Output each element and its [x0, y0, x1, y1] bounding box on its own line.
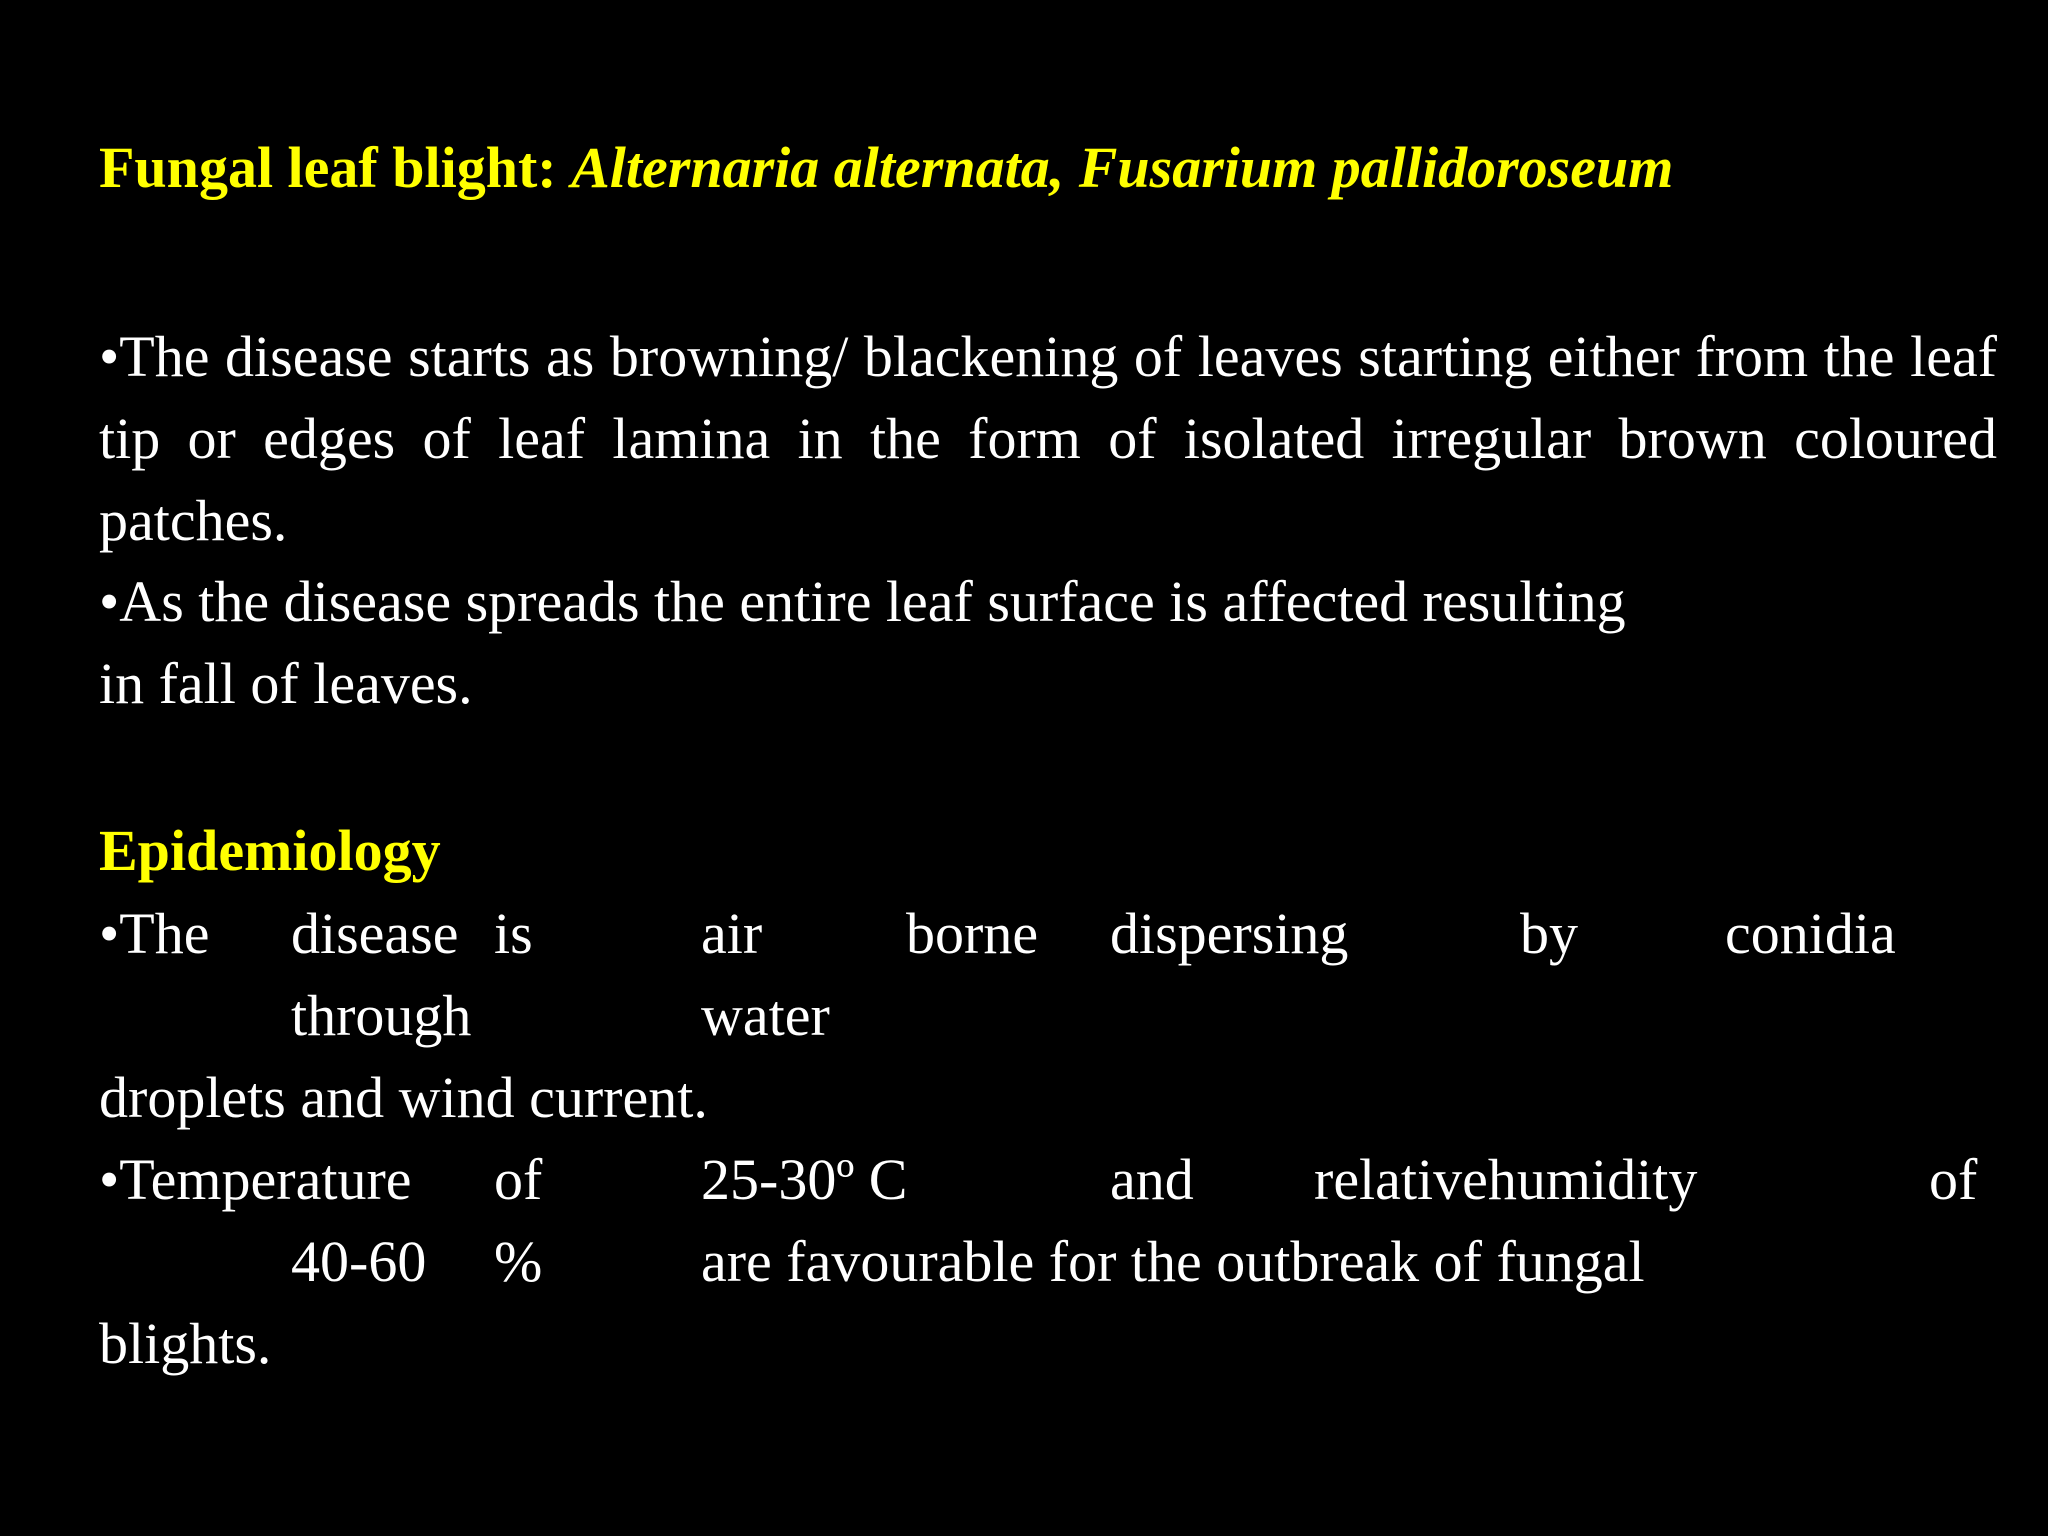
epi-b2-word-3: 25-30º C — [701, 1147, 908, 1212]
epi-b1-word-5: borne — [906, 901, 1039, 966]
epi-b1-word-6: dispersing — [1110, 901, 1349, 966]
epi-b1-word-9: through — [291, 983, 472, 1048]
slide-title — [99, 128, 1673, 208]
epi-b1-word-10: water — [701, 983, 830, 1048]
epi-b2-word-5: relativehumidity — [1314, 1147, 1698, 1212]
title-prefix: Fungal leaf blight: — [99, 135, 572, 200]
epi-b2-word-2: of — [494, 1147, 543, 1212]
epi-b2-word-9: are favourable for the outbreak of fungal — [701, 1229, 1645, 1294]
epi-b1-word-2: disease — [291, 901, 459, 966]
description-bullet-1: •The disease starts as browning/ blackening of leaves starting either from the leaf tip or edges of leaf lamina in the form of isolated irregular brown coloured patches. — [99, 324, 1997, 553]
epi-b1-continuation: droplets and wind current. — [99, 1065, 708, 1130]
epi-b2-word-1: •Temperature — [99, 1147, 412, 1212]
title-species: Alternaria alternata, Fusarium pallidoroseum — [571, 135, 1674, 200]
epi-b2-continuation: blights. — [99, 1311, 272, 1376]
epi-b2-word-4: and — [1110, 1147, 1194, 1212]
epi-b1-word-1: •The — [99, 901, 210, 966]
epi-b2-word-8: % — [494, 1229, 543, 1294]
epi-b2-word-7: 40-60 — [291, 1229, 427, 1294]
description-bullet-2-line-2: in fall of leaves. — [99, 651, 473, 716]
epi-b1-word-8: conidia — [1725, 901, 1896, 966]
epi-b1-word-7: by — [1520, 901, 1578, 966]
epi-b1-word-3: is — [494, 901, 533, 966]
epi-b1-word-4: air — [701, 901, 763, 966]
epidemiology-heading: Epidemiology — [99, 818, 441, 883]
description-bullet-2-line-1: •As the disease spreads the entire leaf surface is affected resulting — [99, 569, 1626, 634]
epi-b2-word-6: of — [1929, 1147, 1978, 1212]
